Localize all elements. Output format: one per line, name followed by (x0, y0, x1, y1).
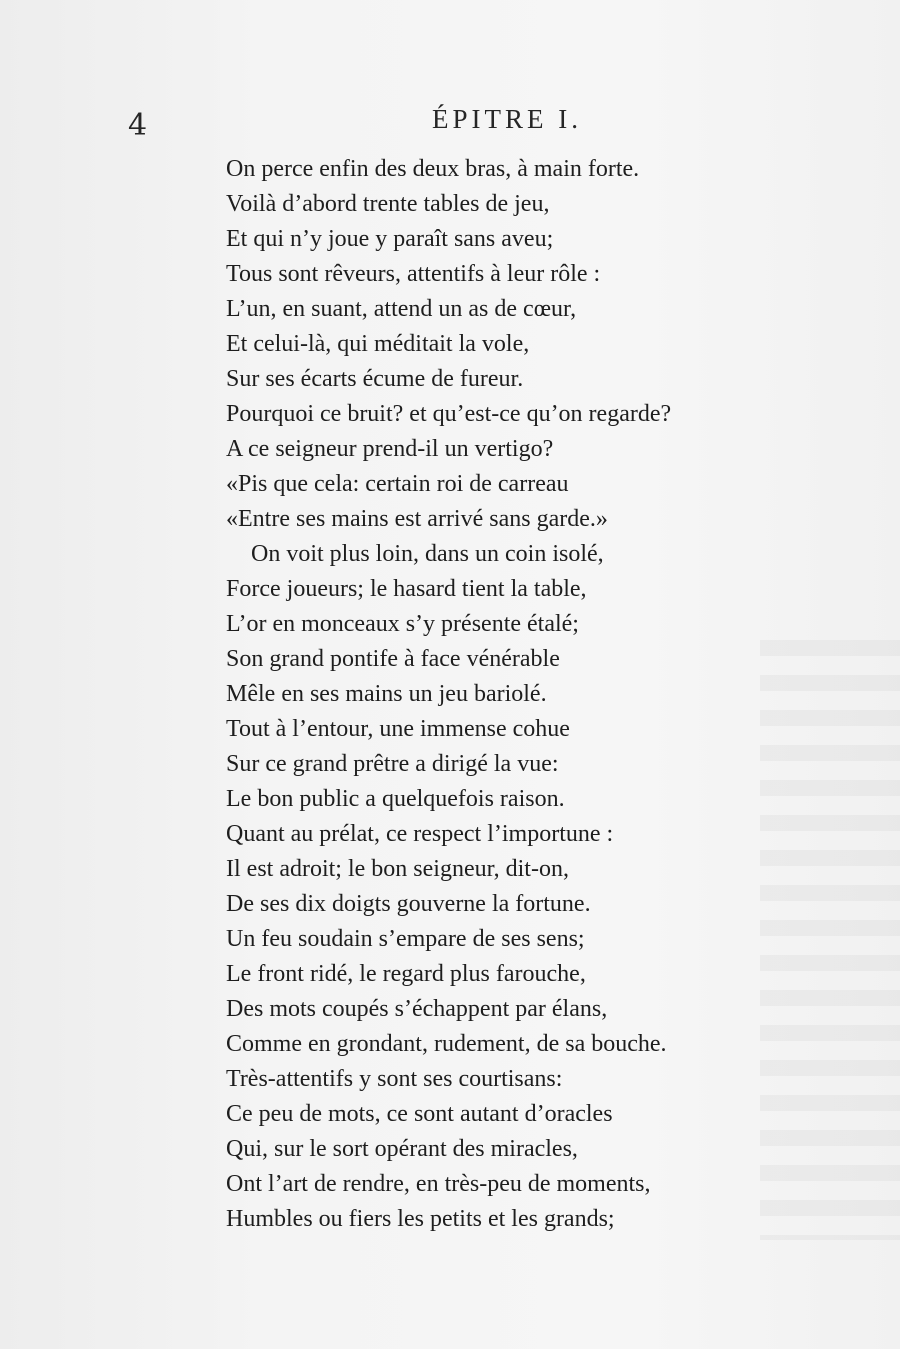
poem-line: Mêle en ses mains un jeu bariolé. (226, 681, 547, 707)
poem-line: Et celui-là, qui méditait la vole, (226, 331, 530, 357)
poem-line: Très-attentifs y sont ses courtisans: (226, 1066, 563, 1092)
poem-line: On perce enfin des deux bras, à main forte. (226, 156, 640, 182)
poem-line: Pourquoi ce bruit? et qu’est-ce qu’on regarde? (226, 401, 672, 427)
poem-line: Le bon public a quelquefois raison. (226, 786, 565, 812)
poem-line: Il est adroit; le bon seigneur, dit-on, (226, 856, 569, 882)
poem-line: L’un, en suant, attend un as de cœur, (226, 296, 577, 322)
running-head: ÉPITRE I. (432, 104, 582, 134)
poem-line: L’or en monceaux s’y présente étalé; (226, 611, 579, 637)
poem-line: Quant au prélat, ce respect l’importune : (226, 821, 614, 847)
poem-line: De ses dix doigts gouverne la fortune. (226, 891, 591, 917)
poem-line: Le front ridé, le regard plus farouche, (226, 961, 586, 987)
poem-line: On voit plus loin, dans un coin isolé, (251, 541, 604, 567)
poem-line: Humbles ou fiers les petits et les grands; (226, 1206, 615, 1232)
poem-line: Son grand pontife à face vénérable (226, 646, 560, 672)
poem-line: Des mots coupés s’échappent par élans, (226, 996, 608, 1022)
show-through-text (760, 640, 900, 1240)
poem-line: Voilà d’abord trente tables de jeu, (226, 191, 550, 217)
poem-line: A ce seigneur prend-il un vertigo? (226, 436, 554, 462)
poem-text (226, 152, 671, 1237)
poem-line: «Entre ses mains est arrivé sans garde.» (226, 506, 608, 532)
poem-line: Ce peu de mots, ce sont autant d’oracles (226, 1101, 613, 1127)
poem-line: Sur ses écarts écume de fureur. (226, 366, 524, 392)
poem-line: Et qui n’y joue y paraît sans aveu; (226, 226, 554, 252)
poem-line: Qui, sur le sort opérant des miracles, (226, 1136, 578, 1162)
page-number: 4 (128, 108, 148, 143)
poem-line: Comme en grondant, rudement, de sa bouche. (226, 1031, 667, 1057)
poem-line: Sur ce grand prêtre a dirigé la vue: (226, 751, 559, 777)
poem-line: Force joueurs; le hasard tient la table, (226, 576, 587, 602)
poem-line: Tout à l’entour, une immense cohue (226, 716, 570, 742)
poem-line: Ont l’art de rendre, en très-peu de moments, (226, 1171, 651, 1197)
poem-line: Un feu soudain s’empare de ses sens; (226, 926, 585, 952)
poem-line: Tous sont rêveurs, attentifs à leur rôle : (226, 261, 601, 287)
poem-line: «Pis que cela: certain roi de carreau (226, 471, 569, 497)
